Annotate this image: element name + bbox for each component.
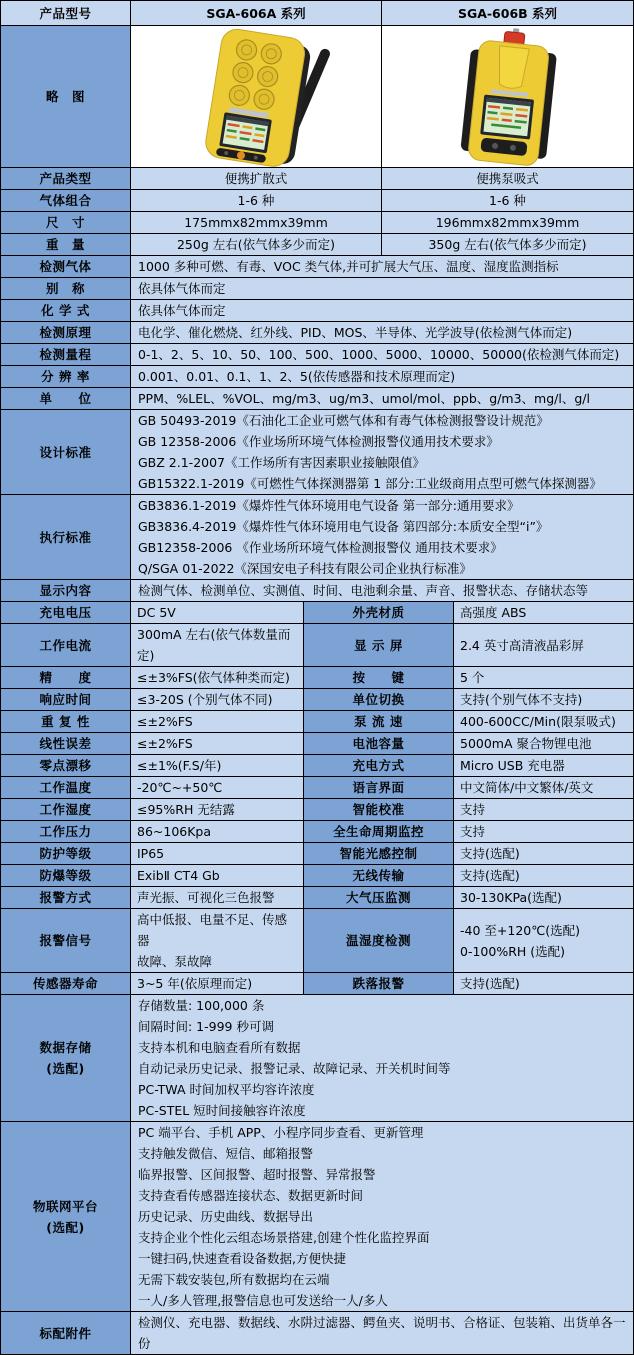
header-series-b: SGA-606B 系列 xyxy=(382,1,634,26)
spec-value xyxy=(131,300,634,322)
text-line: 数据存储 xyxy=(39,1040,92,1055)
spec-label: 全生命周期监控 xyxy=(304,821,454,843)
spec-label xyxy=(1,995,131,1122)
spec-label: 无线传输 xyxy=(304,865,454,887)
text-line: 临界报警、区间报警、超时报警、异常报警 xyxy=(138,1167,376,1182)
table-row xyxy=(1,821,634,843)
text-line: 依具体气体而定 xyxy=(138,303,226,318)
text-line: 1000 多种可燃、有毒、VOC 类气体,并可扩展大气压、温度、湿度监测指标 xyxy=(138,259,559,274)
spec-value: -20℃~+50℃ xyxy=(131,777,304,799)
spec-label: 外壳材质 xyxy=(304,602,454,624)
table-header-row xyxy=(1,1,634,26)
text-line: Q/SGA 01-2022《深国安电子科技有限公司企业执行标准》 xyxy=(138,561,472,576)
text-line: GB 50493-2019《石油化工企业可燃气体和有毒气体检测报警设计规范》 xyxy=(138,413,549,428)
spec-value xyxy=(131,344,634,366)
spec-value: 30-130KPa(选配) xyxy=(454,887,634,909)
spec-value: 高强度 ABS xyxy=(454,602,634,624)
spec-value: 300mA 左右(依气体数量而定) xyxy=(131,624,304,667)
spec-value xyxy=(454,909,634,973)
spec-label: 传感器寿命 xyxy=(1,973,131,995)
text-line: 电化学、催化燃烧、红外线、PID、MOS、半导体、光学波导(依检测气体而定) xyxy=(138,325,573,340)
spec-value xyxy=(131,388,634,410)
text-line: 支持企业个性化云组态场景搭建,创建个性化监控界面 xyxy=(138,1230,430,1245)
spec-label: 语言界面 xyxy=(304,777,454,799)
table-row xyxy=(1,843,634,865)
spec-value: 中文简体/中文繁体/英文 xyxy=(454,777,634,799)
spec-label: 设计标准 xyxy=(1,410,131,495)
spec-value: 86~106Kpa xyxy=(131,821,304,843)
spec-label: 尺 寸 xyxy=(1,212,131,234)
text-line: 0.001、0.01、0.1、1、2、5(依传感器和技术原理而定) xyxy=(138,369,456,384)
text-line: GBZ 2.1-2007《工作场所有害因素职业接触限值》 xyxy=(138,455,426,470)
table-row xyxy=(1,410,634,495)
spec-label: 线性误差 xyxy=(1,733,131,755)
spec-value xyxy=(131,995,634,1122)
spec-value: ≤±1%(F.S/年) xyxy=(131,755,304,777)
header-product-model: 产品型号 xyxy=(1,1,131,26)
table-row xyxy=(1,711,634,733)
spec-label: 跌落报警 xyxy=(304,973,454,995)
table-row xyxy=(1,300,634,322)
spec-value xyxy=(131,322,634,344)
spec-value: IP65 xyxy=(131,843,304,865)
spec-label: 零点漂移 xyxy=(1,755,131,777)
text-line: 依具体气体而定 xyxy=(138,281,226,296)
gas-detector-606b-illustration xyxy=(382,27,634,167)
text-line: GB12358-2006 《作业场所环境气体检测报警仪 通用技术要求》 xyxy=(138,540,503,555)
text-line: 自动记录历史记录、报警记录、故障记录、开关机时间等 xyxy=(138,1061,451,1076)
table-row xyxy=(1,667,634,689)
spec-label: 化 学 式 xyxy=(1,300,131,322)
spec-label: 分 辨 率 xyxy=(1,366,131,388)
spec-label: 工作湿度 xyxy=(1,799,131,821)
sketch-label: 略 图 xyxy=(1,26,131,168)
table-row xyxy=(1,755,634,777)
spec-label: 报警方式 xyxy=(1,887,131,909)
spec-value-606a: 175mmx82mmx39mm xyxy=(131,212,382,234)
spec-value: 2.4 英寸高清液晶彩屏 xyxy=(454,624,634,667)
text-line: 支持触发微信、短信、邮箱报警 xyxy=(138,1146,314,1161)
spec-label: 充电电压 xyxy=(1,602,131,624)
spec-value xyxy=(131,580,634,602)
spec-value: 5000mA 聚合物锂电池 xyxy=(454,733,634,755)
spec-label: 防爆等级 xyxy=(1,865,131,887)
text-line: PC 端平台、手机 APP、小程序同步查看、更新管理 xyxy=(138,1125,424,1140)
table-row xyxy=(1,580,634,602)
spec-label: 气体组合 xyxy=(1,190,131,212)
sketch-row xyxy=(1,26,634,168)
text-line: PC-TWA 时间加权平均容许浓度 xyxy=(138,1082,315,1097)
text-line: 一键扫码,快速查看设备数据,方便快捷 xyxy=(138,1251,346,1266)
table-row xyxy=(1,733,634,755)
spec-label: 执行标准 xyxy=(1,495,131,580)
text-line: GB3836.1-2019《爆炸性气体环境用电气设备 第一部分:通用要求》 xyxy=(138,498,520,513)
spec-label xyxy=(1,1122,131,1312)
spec-label: 重 量 xyxy=(1,234,131,256)
text-line: PC-STEL 短时间接触容许浓度 xyxy=(138,1103,306,1118)
text-line: 一人/多人管理,报警信息也可发送给一人/多人 xyxy=(138,1293,388,1308)
table-row xyxy=(1,887,634,909)
text-line: 物联网平台 xyxy=(32,1198,98,1214)
table-row xyxy=(1,322,634,344)
spec-value xyxy=(131,410,634,495)
spec-value-606a: 便携扩散式 xyxy=(131,168,382,190)
spec-value: 支持(选配) xyxy=(454,865,634,887)
spec-value: 支持(个别气体不支持) xyxy=(454,689,634,711)
table-row xyxy=(1,190,634,212)
spec-value: ExibⅡ CT4 Gb xyxy=(131,865,304,887)
table-row xyxy=(1,1122,634,1312)
spec-value: 支持 xyxy=(454,799,634,821)
table-row xyxy=(1,689,634,711)
spec-value: 3~5 年(依原理而定) xyxy=(131,973,304,995)
spec-value: 400-600CC/Min(限泵吸式) xyxy=(454,711,634,733)
text-line: 0-100%RH (选配) xyxy=(460,943,566,959)
spec-value-606b: 196mmx82mmx39mm xyxy=(382,212,634,234)
table-row xyxy=(1,256,634,278)
spec-value-606a: 1-6 种 xyxy=(131,190,382,212)
spec-label: 显 示 屏 xyxy=(304,624,454,667)
spec-label: 电池容量 xyxy=(304,733,454,755)
gas-detector-606a-illustration xyxy=(131,27,381,167)
spec-value xyxy=(131,1312,634,1355)
spec-value: 声光振、可视化三色报警 xyxy=(131,887,304,909)
product-photo-606b xyxy=(382,26,634,168)
spec-label: 响应时间 xyxy=(1,689,131,711)
spec-label: 重 复 性 xyxy=(1,711,131,733)
spec-value: 支持(选配) xyxy=(454,843,634,865)
spec-value xyxy=(131,278,634,300)
table-row xyxy=(1,278,634,300)
spec-value-606b: 350g 左右(依气体多少而定) xyxy=(382,234,634,256)
text-line: 故障、泵故障 xyxy=(137,954,213,969)
spec-value xyxy=(131,366,634,388)
spec-value: ≤±2%FS xyxy=(131,711,304,733)
table-row xyxy=(1,495,634,580)
text-line: 历史记录、历史曲线、数据导出 xyxy=(138,1209,314,1224)
table-row xyxy=(1,366,634,388)
text-line: 高中低报、电量不足、传感器 xyxy=(137,912,288,948)
spec-label: 按 键 xyxy=(304,667,454,689)
spec-label: 泵 流 速 xyxy=(304,711,454,733)
spec-label: 智能光感控制 xyxy=(304,843,454,865)
table-row xyxy=(1,212,634,234)
header-series-a: SGA-606A 系列 xyxy=(131,1,382,26)
text-line: 间隔时间: 1-999 秒可调 xyxy=(138,1019,274,1034)
table-row xyxy=(1,865,634,887)
spec-value xyxy=(131,1122,634,1312)
table-row xyxy=(1,168,634,190)
spec-label: 报警信号 xyxy=(1,909,131,973)
table-row xyxy=(1,995,634,1122)
spec-value: 支持 xyxy=(454,821,634,843)
table-row xyxy=(1,799,634,821)
spec-rows-container xyxy=(1,168,634,1355)
product-photo-606a xyxy=(131,26,382,168)
spec-label: 充电方式 xyxy=(304,755,454,777)
text-line: GB15322.1-2019《可燃性气体探测器第 1 部分:工业级商用点型可燃气体探测器》 xyxy=(138,476,602,491)
text-line: 存储数量: 100,000 条 xyxy=(138,998,265,1013)
table-row xyxy=(1,909,634,973)
spec-label: 单 位 xyxy=(1,388,131,410)
text-line: 检测气体、检测单位、实测值、时间、电池剩余量、声音、报警状态、存储状态等 xyxy=(138,583,589,598)
spec-label: 工作压力 xyxy=(1,821,131,843)
spec-value: 支持(选配) xyxy=(454,973,634,995)
table-row xyxy=(1,234,634,256)
spec-value: ≤3-20S (个别气体不同) xyxy=(131,689,304,711)
table-row xyxy=(1,777,634,799)
spec-value: ≤95%RH 无结露 xyxy=(131,799,304,821)
text-line: 无需下载安装包,所有数据均在云端 xyxy=(138,1272,330,1287)
spec-value: ≤±3%FS(依气体种类而定) xyxy=(131,667,304,689)
text-line: 支持查看传感器连接状态、数据更新时间 xyxy=(138,1188,364,1203)
text-line: 检测仪、充电器、数据线、水阱过滤器、鳄鱼夹、说明书、合格证、包装箱、出货单各一份 xyxy=(138,1315,626,1351)
table-row xyxy=(1,344,634,366)
text-line: (选配) xyxy=(46,1061,85,1076)
spec-label: 智能校准 xyxy=(304,799,454,821)
spec-label: 防护等级 xyxy=(1,843,131,865)
spec-value: DC 5V xyxy=(131,602,304,624)
spec-label: 工作电流 xyxy=(1,624,131,667)
table-row xyxy=(1,602,634,624)
table-row xyxy=(1,388,634,410)
spec-label: 工作温度 xyxy=(1,777,131,799)
spec-label: 单位切换 xyxy=(304,689,454,711)
text-line: GB 12358-2006《作业场所环境气体检测报警仪通用技术要求》 xyxy=(138,434,499,449)
text-line: 0-1、2、5、10、50、100、500、1000、5000、10000、50000(依检测气体而定) xyxy=(138,347,620,362)
spec-value-606b: 便携泵吸式 xyxy=(382,168,634,190)
spec-value xyxy=(131,256,634,278)
table-row xyxy=(1,624,634,667)
text-line: (选配) xyxy=(46,1219,85,1235)
text-line: PPM、%LEL、%VOL、mg/m3、ug/m3、umol/mol、ppb、g/m3、mg/l、g/l xyxy=(138,391,590,406)
spec-value-606b: 1-6 种 xyxy=(382,190,634,212)
spec-value-606a: 250g 左右(依气体多少而定) xyxy=(131,234,382,256)
spec-value xyxy=(131,909,304,973)
spec-label: 检测原理 xyxy=(1,322,131,344)
table-row xyxy=(1,1312,634,1355)
spec-label: 产品类型 xyxy=(1,168,131,190)
spec-value: ≤±2%FS xyxy=(131,733,304,755)
table-row xyxy=(1,973,634,995)
spec-label: 精 度 xyxy=(1,667,131,689)
spec-label: 别 称 xyxy=(1,278,131,300)
text-line: -40 至+120℃(选配) xyxy=(460,922,581,938)
text-line: 支持本机和电脑查看所有数据 xyxy=(138,1040,301,1055)
spec-value: Micro USB 充电器 xyxy=(454,755,634,777)
spec-label: 显示内容 xyxy=(1,580,131,602)
spec-label: 标配附件 xyxy=(1,1312,131,1355)
spec-label: 温湿度检测 xyxy=(304,909,454,973)
spec-value: 5 个 xyxy=(454,667,634,689)
spec-label: 检测气体 xyxy=(1,256,131,278)
spec-label: 大气压监测 xyxy=(304,887,454,909)
spec-label: 检测量程 xyxy=(1,344,131,366)
spec-value xyxy=(131,495,634,580)
text-line: GB3836.4-2019《爆炸性气体环境用电气设备 第四部分:本质安全型“i”》 xyxy=(138,519,549,534)
